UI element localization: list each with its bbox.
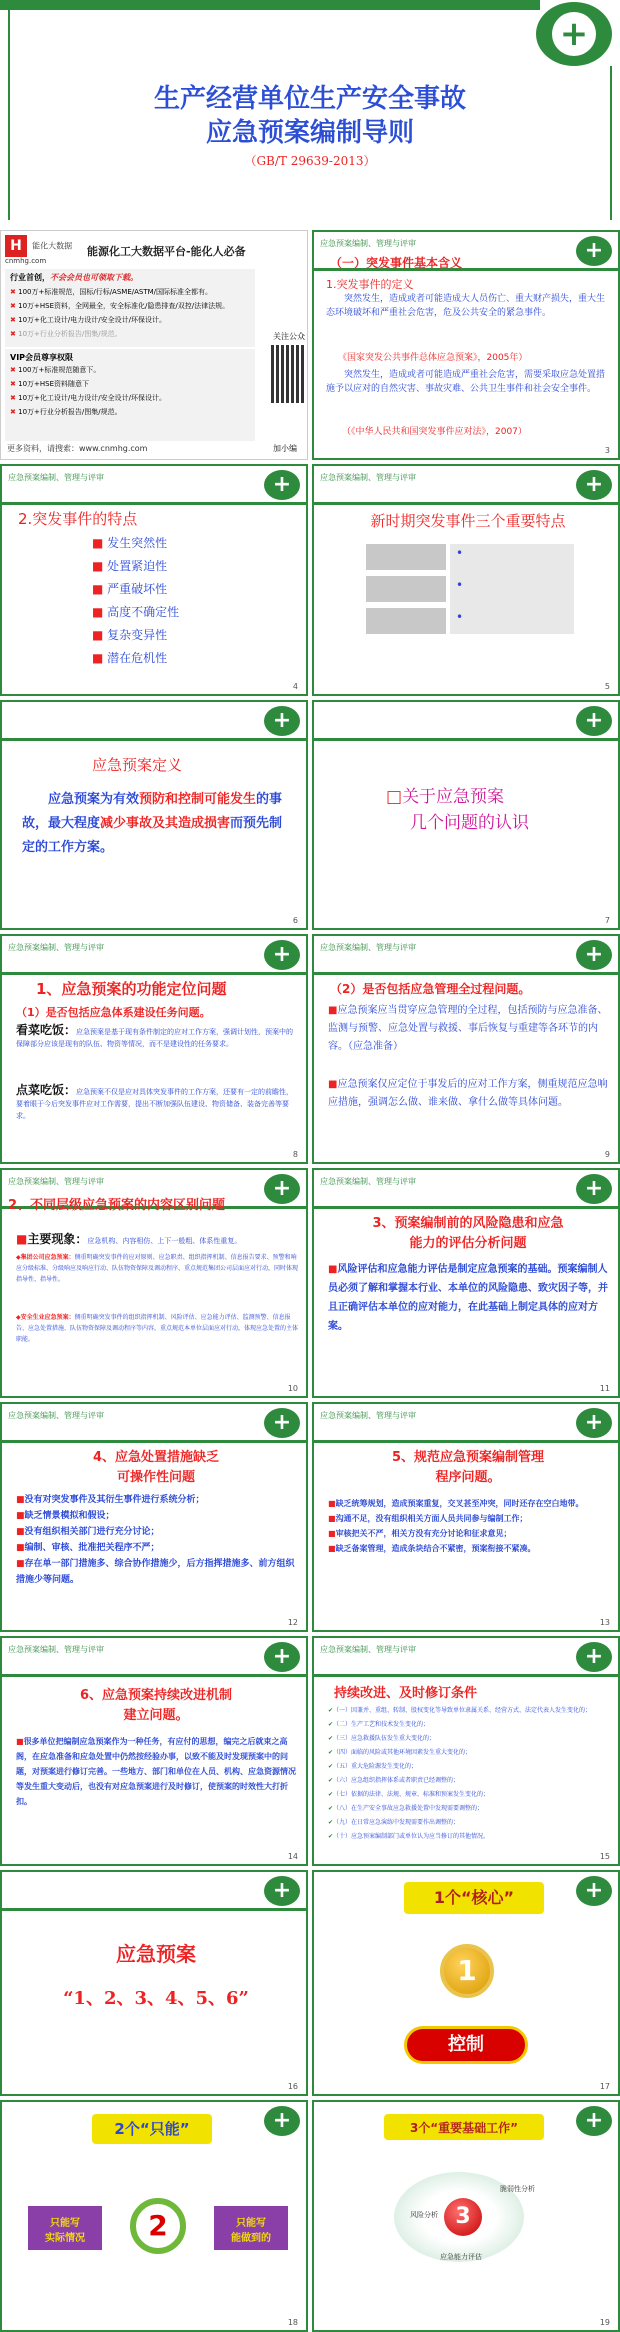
slide-16 [0,1870,308,2096]
slide-brand: 应急预案编制、管理与评审 [8,473,104,482]
list-item: ■ 高度不确定性 [92,605,180,619]
safety-cross-icon: + [576,706,612,736]
slide-brand: 应急预案编制、管理与评审 [320,943,416,952]
ad-site: cnmhg.com [5,257,47,265]
ad-join: 加小编 [273,444,297,453]
s13-p: ■很多单位把编制应急预案作为一种任务，有应付的思想，编完之后就束之高阁，在应急准备和应急处置中仍然按经验办事，以致不能及时发现预案中的问题，对预案进行修订完善。一些地方、部门和单位在人员、机构、应急资源情况等发生重大变动后，也没有对应急预案进行及时修订，使预案的时效性大打折扣。 [16,1737,296,1806]
s17-num: 2 [148,2209,168,2242]
s16-title: 1个“核心” [433,1888,515,1907]
list-item: ■缺乏备案管理，造成条块结合不紧密，预案衔接不紧凑。 [328,1544,536,1553]
s17-left: 只能写 实际情况 [28,2206,102,2250]
ad-vip-item: ✖ 10万+HSE资料随意下 [10,380,90,388]
s10-title-b: 能力的评估分析问题 [409,1236,527,1251]
s14-list [328,1704,612,1844]
s18-l1: 风险分析 [410,2211,438,2219]
slide-brand: 应急预案编制、管理与评审 [320,1645,416,1654]
ad-follow: 关注公众 [273,332,305,341]
slide-19 [312,2100,620,2332]
s8-p2: ■应急预案仅应定位于事发后的应对工作方案，侧重规范应急响应措施，强调怎么做、谁来做、拿什么做等具体问题。 [328,1079,608,1108]
s2-p1: 突然发生，造成或者可能造成大人员伤亡、重大财产损失，重大生态环境破坏和严重社会危害，危及公共安全的紧急事件。 [326,294,606,318]
page-number: 19 [599,2318,610,2327]
slide-13 [312,1402,620,1632]
ad-member-box [5,269,255,347]
page-number: 9 [604,1150,610,1159]
slide-brand: 应急预案编制、管理与评审 [8,1177,104,1186]
list-item: ■存在单一部门措施多、综合协作措施少，后方指挥措施多、前方组织措施少等问题。 [16,1559,295,1585]
safety-cross-icon: + [576,2106,612,2136]
bullet: • [456,546,464,560]
safety-cross-icon: + [576,1642,612,1672]
s16-title-box [404,1882,544,1914]
page-number: 6 [292,916,298,925]
safety-cross-icon: + [576,940,612,970]
list-item: ✔（一）因兼并、重组、转制、股权变化等导致单位隶属关系、经营方式、法定代表人发生变化的； [328,1707,592,1714]
s18-circle [444,2198,482,2236]
slide-8 [0,934,308,1164]
slide-12 [0,1402,308,1632]
s7-k1: 看菜吃饭： [16,1023,77,1037]
list-item: ■ 发生突然性 [92,536,168,550]
s12-title-a: 5、规范应急预案编制管理 [391,1450,545,1465]
s4-title: 新时期突发事件三个重要特点 [370,512,566,530]
s17-title-box [92,2114,212,2144]
slide-5 [312,464,620,696]
slide-7 [312,700,620,930]
list-item: ✔（十）应急预案编制部门或单位认为应当修订的其他情况。 [328,1833,490,1840]
s12-title-b: 程序问题。 [435,1470,501,1485]
s15-title: 应急预案 [116,1942,196,1966]
page-number: 18 [287,2318,298,2327]
safety-cross-icon: + [264,2106,300,2136]
s13-title-a: 6、应急预案持续改进机制 [79,1688,233,1703]
slide-brand: 应急预案编制、管理与评审 [320,473,416,482]
s7-title: 1、应急预案的功能定位问题 [36,980,227,998]
s9-b1: ◆集团公司应急预案：侧重明确突发事件的应对原则、应急职责、组织指挥机制、信息报告要求、预警和响应分级标准、分级响应及响应行动、队伍物资保障及调动程序、重点规范集团公司层面应对行动，同时体现指导性、指导性。 [16,1254,299,1283]
cover-code: （GB/T 29639-2013） [244,154,376,168]
list-item: ✔（四）面临的风险或其他环境因素发生重大变化的； [328,1749,472,1756]
page-number: 14 [287,1852,298,1861]
s18-title-box [384,2114,544,2140]
page-number: 4 [292,682,298,691]
divider [314,1440,618,1443]
divider [2,972,306,975]
slide-brand: 应急预案编制、管理与评审 [8,1411,104,1420]
list-item: ■ 处置紧迫性 [92,559,168,573]
cover-top-bar [0,0,540,10]
s7-k2-block: 点菜吃饭：应急预案不仅是应对具体突发事件的工作方案，还要有一定的前瞻性，要着眼于今后突发事件应对工作需要，提出不断加强队伍建设、物资储备、装备完善等要求。 [16,1083,294,1120]
s11-title-b: 可操作性问题 [116,1470,195,1485]
divider [314,738,618,741]
s9-b2: ◆安全生业应急预案：侧重明确突发事件的组织指挥机制、风险评估、应急能力评估、监测预警、信息报告、应急处置措施、队伍物资保障及调动程序等内容，重点规范本单位层面应对行动，体现应急处置的主体职能。 [16,1314,299,1343]
ad-member-note: 不会会员也可领取下载。 [50,273,138,282]
s4-box [366,544,446,570]
slide-brand: 应急预案编制、管理与评审 [320,239,416,248]
safety-cross-icon: + [264,1174,300,1204]
s18-title: 3个“重要基础工作” [409,2121,519,2135]
page-number: 8 [292,1150,298,1159]
safety-cross-icon: + [264,940,300,970]
s5-text: 应急预案为有效预防和控制可能发生的事故，最大程度减少事故及其造成损害而预先制定的工作方案。 [22,792,283,855]
s8-p1: ■应急预案应当贯穿应急管理的全过程，包括预防与应急准备、监测与预警、应急处置与救援、事后恢复与重建等各环节的内容。（应急准备） [328,1005,608,1052]
s12-list [328,1496,612,1556]
s16-label: 控制 [448,2034,484,2055]
s4-box [366,608,446,634]
s3-title: 2.突发事件的特点 [18,510,138,528]
page-number: 13 [599,1618,610,1627]
slide-ad [0,230,308,460]
list-item: ✔（五）重大危险源发生变化的； [328,1763,418,1770]
list-item: ✔（六）应急组织指挥体系或者职责已经调整的； [328,1777,460,1784]
ad-item: ✖ 10万+化工设计/电力设计/安全设计/环保设计。 [10,316,166,324]
list-item: ■缺乏统筹规划，造成预案重复，交叉甚至冲突，同时还存在空白地带。 [328,1499,584,1508]
ad-vip-item: ✖ 10万+化工设计/电力设计/安全设计/环保设计。 [10,394,166,402]
s10-p: ■风险评估和应急能力评估是制定应急预案的基础。预案编制人员必须了解和掌握本行业、本单位的风险隐患、致灾因子等，并且正确评估本单位的应对能力，在此基础上制定具体的应对方案。 [328,1264,608,1332]
list-item: ■没有组织相关部门进行充分讨论； [16,1527,160,1537]
s9-main: ■主要现象：应急机构、内容相仿、上下一般粗、体系性重复。 [16,1232,242,1246]
slide-brand: 应急预案编制、管理与评审 [8,943,104,952]
list-item: ✔（八）在生产安全事故应急救援处置中发现需要调整的； [328,1805,484,1812]
s18-l2: 脆弱性分析 [500,2185,535,2193]
s14-title: 持续改进、及时修订条件 [334,1686,478,1701]
square-icon: □ [386,787,403,807]
list-item: ✔（九）在日常应急演练中发现需要作出调整的； [328,1819,460,1826]
s3-list [92,532,179,670]
divider [2,502,306,505]
page-number: 17 [599,2082,610,2091]
slide-cover [0,0,620,226]
s4-panel [450,544,574,634]
ad-logo-icon: H [5,235,27,257]
ad-logo [5,235,75,265]
slide-3 [312,230,620,460]
slide-4 [0,464,308,696]
safety-cross-icon: + [264,706,300,736]
divider [314,972,618,975]
s11-list [16,1492,300,1588]
page-number: 16 [287,2082,298,2091]
s18-l3: 应急能力评估 [440,2253,482,2261]
safety-cross-icon: + [576,236,612,266]
s16-num: 1 [457,1954,477,1987]
safety-cross-icon: + [576,1408,612,1438]
ad-vip-title: VIP会员尊享权限 [10,353,74,362]
s7-k2: 点菜吃饭： [16,1083,77,1097]
s2-sub: 1.突发事件的定义 [326,278,414,291]
ad-list [10,285,250,341]
safety-cross-icon: + [536,2,612,66]
slide-11 [312,1168,620,1398]
s17-title: 2个“只能” [114,2120,190,2138]
cover-title-2: 应急预案编制导则 [205,118,414,148]
list-item: ■缺乏情景模拟和假设； [16,1511,115,1521]
s13-title-b: 建立问题。 [123,1708,189,1723]
slide-14 [0,1636,308,1866]
safety-cross-icon: + [576,470,612,500]
ad-member-label: 行业首创， [10,273,50,282]
s6-line2: 几个问题的认识 [410,813,529,833]
list-item: ■没有对突发事件及其衍生事件进行系统分析； [16,1495,205,1505]
ad-vip-item: ✖ 100万+标准规范随意下。 [10,366,101,374]
safety-cross-icon: + [264,1642,300,1672]
divider [314,1674,618,1677]
bullet: • [456,578,464,592]
ad-vip-item: ✖ 10万+行业分析报告/图集/规范。 [10,408,122,416]
ad-headline: 能源化工大数据平台-能化人必备 [87,245,246,258]
s9-title: 2、不同层级应急预案的内容区别问题 [8,1198,226,1213]
s16-label-box [404,2026,528,2064]
slide-10 [0,1168,308,1398]
s5-title: 应急预案定义 [92,756,183,774]
s17-right: 只能写 能做到的 [214,2206,288,2250]
cover-title-1: 生产经营单位生产安全事故 [153,84,466,114]
s18-num: 3 [455,2204,471,2229]
ad-logo-text: 能化大数据 [32,241,73,251]
slide-brand: 应急预案编制、管理与评审 [8,1645,104,1654]
slide-15 [312,1636,620,1866]
s2-section: （一）突发事件基本含义 [330,256,463,270]
s11-title-a: 4、应急处置措施缺乏 [92,1450,220,1465]
ad-footer[interactable]: 更多资料，请搜索：www.cnmhg.com [7,444,148,453]
s10-title-a: 3、预案编制前的风险隐患和应急 [372,1216,564,1231]
slide-9 [312,934,620,1164]
s16-circle [440,1944,494,1998]
s7-k1-block: 看菜吃饭：应急预案是基于现有条件制定的应对工作方案，强调计划性，预案中的保障部分应该是现有的队伍、物资等情况，而不是建设性的任务要求。 [16,1023,294,1048]
page-number: 5 [604,682,610,691]
slide-17 [312,1870,620,2096]
s2-src1: 《国家突发公共事件总体应急预案》，2005年） [338,353,528,363]
page-number: 10 [287,1384,298,1393]
ad-item: ✖ 100万+标准规范，国标/行标/ASME/ASTM/国际标准全都有。 [10,288,213,296]
list-item: ■沟通不足，没有组织相关方面人员共同参与编制工作； [328,1514,528,1523]
divider [2,1908,306,1911]
page-number: 11 [599,1384,610,1393]
safety-cross-icon: + [576,1876,612,1906]
safety-cross-icon: + [264,470,300,500]
page-number: 15 [599,1852,610,1861]
s2-p2: 突然发生，造成或者可能造成严重社会危害，需要采取应急处置措施予以应对的自然灾害、事故灾难、公共卫生事件和社会安全事件。 [326,370,606,394]
s8-title: （2）是否包括应急管理全过程问题。 [330,982,531,996]
slide-brand: 应急预案编制、管理与评审 [320,1411,416,1420]
safety-cross-icon: + [264,1408,300,1438]
page-number: 3 [604,446,610,455]
slide-6 [0,700,308,930]
divider [314,502,618,505]
ad-vip-box [5,349,255,441]
list-item: ■审核把关不严，相关方没有充分讨论和征求意见； [328,1529,512,1538]
s4-box [366,576,446,602]
bullet: • [456,610,464,624]
slide-brand: 应急预案编制、管理与评审 [320,1177,416,1186]
list-item: ■ 复杂变异性 [92,628,168,642]
qr-code-icon[interactable] [271,345,305,403]
safety-cross-icon: + [576,1174,612,1204]
s15-nums: “1、2、3、4、5、6” [63,1988,249,2009]
divider [2,1674,306,1677]
safety-cross-icon: + [264,1876,300,1906]
s2-src2: （《中华人民共和国突发事件应对法》，2007） [342,427,527,437]
ad-item: ✖ 10万+行业分析报告/图集/规范。 [10,330,122,338]
ad-vip-list [10,363,250,419]
divider [2,1440,306,1443]
list-item: ✔（二）生产工艺和技术发生变化的； [328,1721,430,1728]
list-item: ✔（三）应急救援队伍发生重大变化的； [328,1735,436,1742]
list-item: ■ 严重破坏性 [92,582,168,596]
page-number: 12 [287,1618,298,1627]
divider [2,738,306,741]
list-item: ✔（七）依据的法律、法规、规章、标准和预案发生变化的； [328,1791,490,1798]
slide-18 [0,2100,308,2332]
ad-item: ✖ 10万+HSE资料，全网最全，安全标准化/隐患排查/双控/法律法规。 [10,302,230,310]
list-item: ■ 潜在危机性 [92,651,168,665]
s6-line1: □关于应急预案 [386,787,505,807]
page-number: 7 [604,916,610,925]
s17-circle [130,2198,186,2254]
divider [314,1206,618,1209]
list-item: ■编制、审核、批准把关程序不严； [16,1543,160,1553]
s7-q1: （1）是否包括应急体系建设任务问题。 [16,1006,211,1019]
